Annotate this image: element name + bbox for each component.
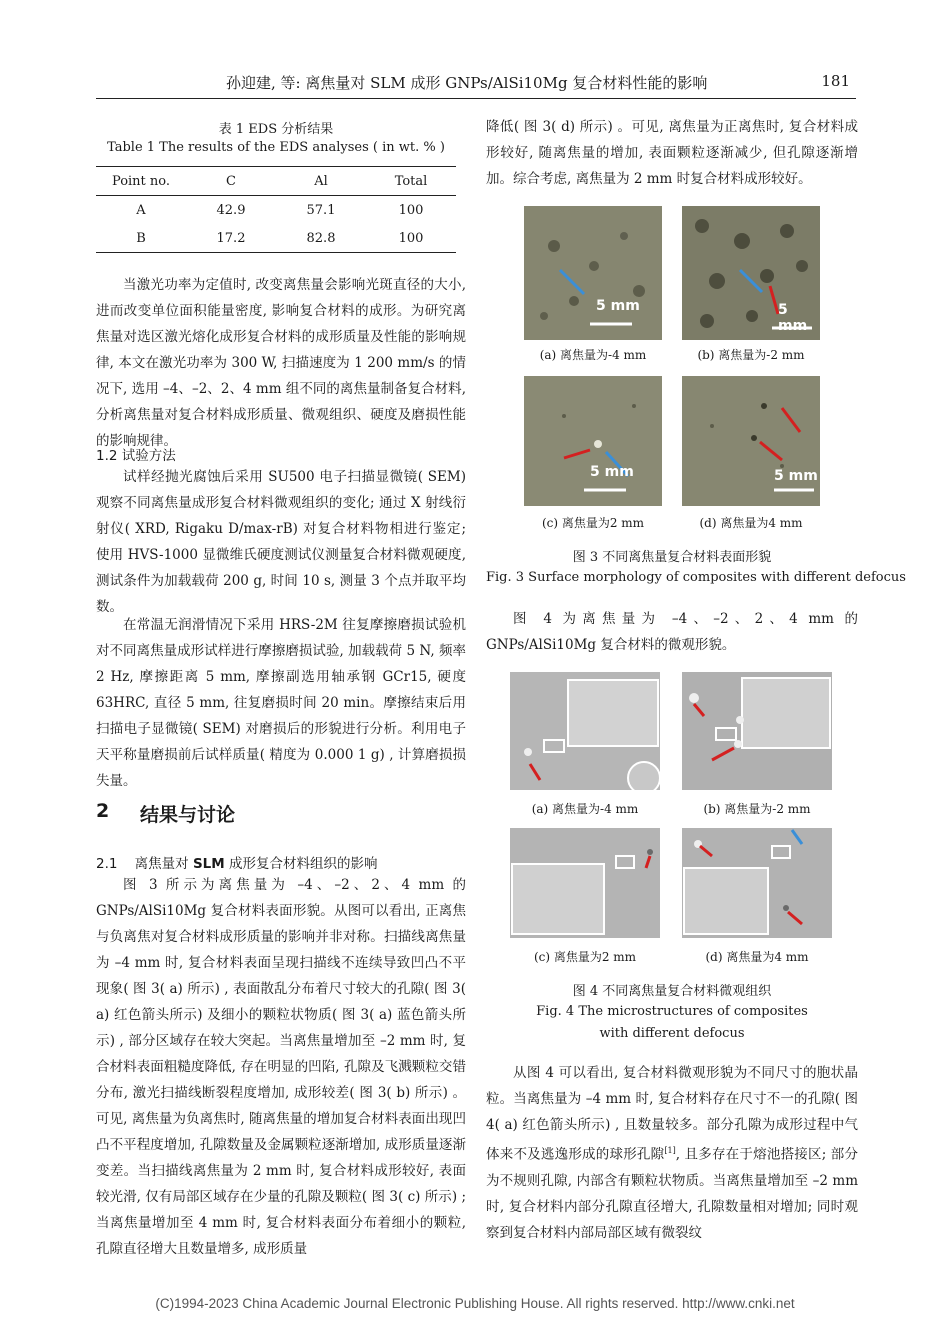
section-1-2-heading: 1.2 试验方法 [96, 448, 176, 464]
fig4-caption-en-line1: Fig. 4 The microstructures of composites [536, 1004, 808, 1019]
fig4c-caption: (c) 离焦量为2 mm [533, 950, 637, 964]
table-header-cell: Point no. [111, 173, 171, 189]
fig4-caption-en-line2: with different defocus [599, 1026, 745, 1041]
section-2-1-title-c: 成形复合材料组织的影响 [224, 856, 378, 872]
section-2-number: 2 [96, 800, 110, 822]
table-header-cell: C [226, 173, 236, 189]
scale-label: 5 mm [596, 298, 640, 314]
fig3d-caption: (d) 离焦量为4 mm [699, 516, 803, 530]
paragraph-fig3-discussion: 图 3 所示为离焦量为 –4、–2、2、4 mm 的 GNPs/AlSi10Mg 复合材料表面形貌。从图可以看出, 正离焦与负离焦对复合材料成形质量的影响并非对称。扫描线离焦量为 –4 mm 时, 复合材料表面呈现扫描线不连续导致凹凸不平现象( 图 3( a) 所示) , 表面散乱分布着尺寸较大的孔隙( 图 3( a) 红色箭头所示) 及细小的颗粒状物质( 图 3( a) 蓝色箭头所示) , 部分区域存在较大突起。当离焦量增加至 –2 mm 时, 复合材料表面粗糙度降低, 存在明显的凹陷, 孔隙及飞溅颗粒交错分布, 激光扫描线断裂程度增加, 成形较差( 图 3( b) 所示) 。可见, 离焦量为负离焦时, 随离焦量的增加复合材料表面出现凹凸不平程度增加, 孔隙数量及金属颗粒逐渐增加, 成形质量逐渐变差。当扫描线离焦量为 2 mm 时, 复合材料成形较好, 表面较光滑, 仅有局部区域存在少量的孔隙及颗粒( 图 3( c) 所示) ; 当离焦量增加至 4 mm 时, 复合材料表面分布着细小的颗粒, 孔隙直径增大且数量增多, 成形质量 [96, 877, 466, 1257]
fig4b-microstructure [682, 672, 832, 790]
table-cell: B [136, 230, 146, 246]
paragraph-fig4-text-a: 从图 4 可以看出, 复合材料微观形貌为不同尺寸的胞状晶粒。当离焦量为 –4 mm 时, 复合材料存在尺寸不一的孔隙( 图 4( a) 红色箭头所示) , 且数量较多。部分孔隙为成形过程中气体来不及逃逸形成的球形孔隙 [486, 1065, 858, 1163]
fig4b-caption: (b) 离焦量为-2 mm [703, 802, 811, 816]
fig3a-caption: (a) 离焦量为-4 mm [539, 348, 647, 362]
fig4a-microstructure [510, 672, 660, 790]
table-header-cell: Al [314, 173, 328, 189]
fig4-caption-cn: 图 4 不同离焦量复合材料微观组织 [572, 984, 772, 999]
paragraph-fig3-conclusion: 降低( 图 3( d) 所示) 。可见, 离焦量为正离焦时, 复合材料成形较好, 随离焦量的增加, 表面颗粒逐渐减少, 但孔隙逐渐增加。综合考虑, 离焦量为 2 mm 时复合材料成形较好。 [486, 119, 858, 187]
fig3d-surface-texture [682, 376, 820, 506]
fig4d-image [682, 828, 832, 938]
paragraph-methods: 试样经抛光腐蚀后采用 SU500 电子扫描显微镜( SEM) 观察不同离焦量成形复合材料微观组织的变化; 通过 X 射线衍射仪( XRD, Rigaku D/max-rB) 对复合材料物相进行鉴定; 使用 HVS-1000 显微维氏硬度测试仪测量复合材料微观硬度, 测试条件为加载载荷 200 g, 时间 10 s, 测量 3 个点并取平均数。 [96, 469, 466, 615]
fig3c-caption: (c) 离焦量为2 mm [541, 516, 645, 530]
section-2-1-heading [96, 852, 378, 872]
paragraph-fig4-intro: 图 4 为离焦量为 –4、–2、2、4 mm 的 GNPs/AlSi10Mg 复合材料的微观形貌。 [486, 611, 858, 653]
section-2-title: 结果与讨论 [140, 804, 236, 826]
table1-caption-en: Table 1 The results of the EDS analyses ( in wt. % ) [107, 140, 445, 155]
fig3b-caption: (b) 离焦量为-2 mm [697, 348, 805, 362]
table-cell: 42.9 [216, 202, 246, 218]
fig3-caption-cn: 图 3 不同离焦量复合材料表面形貌 [572, 550, 772, 565]
table-header-cell: Total [394, 173, 428, 189]
table-cell: 82.8 [306, 230, 336, 246]
fig4c-image [510, 828, 660, 938]
page-number: 181 [821, 72, 850, 90]
fig4a-caption: (a) 离焦量为-4 mm [531, 802, 639, 816]
inset-zoom [742, 678, 830, 748]
fig4d-caption: (d) 离焦量为4 mm [705, 950, 809, 964]
section-2-1-title-a: 离焦量对 [134, 856, 193, 872]
scale-label: 5 mm [590, 464, 634, 480]
eds-table [96, 166, 456, 253]
paragraph-intro: 当激光功率为定值时, 改变离焦量会影响光斑直径的大小, 进而改变单位面积能量密度, 影响复合材料的成形。为研究离焦量对选区激光熔化成形复合材料的成形质量及性能的影响规律, 本文在激光功率为 300 W, 扫描速度为 1 200 mm/s 的情况下, 选用 –4、–2、2、4 mm 组不同的离焦量制备复合材料, 分析离焦量对复合材料成形质量、微观组织、硬度及磨损性能的影响规律。 [96, 277, 466, 449]
fig3d-image [682, 376, 820, 506]
section-2-1-title-b: SLM [192, 856, 225, 872]
inset-zoom [512, 864, 604, 934]
paragraph-wear-test: 在常温无润滑情况下采用 HRS-2M 往复摩擦磨损试验机对不同离焦量成形试样进行摩擦磨损试验, 加载载荷 5 N, 频率 2 Hz, 摩擦距离 5 mm, 摩擦副选用轴承钢 GCr15, 硬度 63HRC, 直径 5 mm, 往复磨损时间 20 min。摩擦结束后用扫描电子显微镜( SEM) 对磨损后的形貌进行分析。利用电子天平称量磨损前后试样质量( 精度为 0.000 1 g) , 计算磨损损失量。 [96, 617, 466, 789]
scale-label: 5 mm [778, 302, 808, 334]
paragraph-fig4-discussion [486, 1060, 858, 1246]
fig3a-image [524, 206, 662, 340]
fig3c-image [524, 376, 662, 506]
fig4d-microstructure [682, 828, 832, 938]
fig4a-image [510, 672, 660, 790]
table-cell: 100 [398, 230, 424, 246]
fig3c-surface-texture [524, 376, 662, 506]
fig3-caption-en: Fig. 3 Surface morphology of composites with different defocus [486, 570, 906, 585]
table-cell: 100 [398, 202, 424, 218]
fig3b-image [682, 206, 820, 340]
table-cell: 57.1 [306, 202, 336, 218]
paragraph-fig4-text-b: , 且多存在于熔池搭接区; 部分为不规则孔隙, 内部含有颗粒状物质。当离焦量增加至 –2 mm 时, 复合材料内部分孔隙直径增大, 孔隙数量相对增加; 同时观察到复合材料内部局部区域有微裂纹 [486, 1146, 859, 1241]
fig4b-image [682, 672, 832, 790]
table-row [96, 196, 456, 225]
fig3a-surface-texture [524, 206, 662, 340]
citation-ref[interactable]: [1] [664, 1146, 676, 1155]
inset-zoom [684, 868, 768, 934]
running-header [96, 70, 856, 99]
cnki-footer: (C)1994-2023 China Academic Journal Electronic Publishing House. All rights reserved. http://www.cnki.net [155, 1296, 795, 1311]
table-cell: A [136, 202, 146, 218]
inset-zoom [568, 680, 658, 746]
fig4c-microstructure [510, 828, 660, 938]
running-title: 孙迎建, 等: 离焦量对 SLM 成形 GNPs/AlSi10Mg 复合材料性能的影响 [226, 74, 708, 92]
table-row [96, 224, 456, 253]
scale-label: 5 mm [774, 468, 818, 484]
table-header-row [96, 167, 456, 196]
table-cell: 17.2 [216, 230, 246, 246]
section-2-1-number: 2.1 [96, 856, 118, 872]
table1-caption-cn: 表 1 EDS 分析结果 [218, 122, 334, 137]
